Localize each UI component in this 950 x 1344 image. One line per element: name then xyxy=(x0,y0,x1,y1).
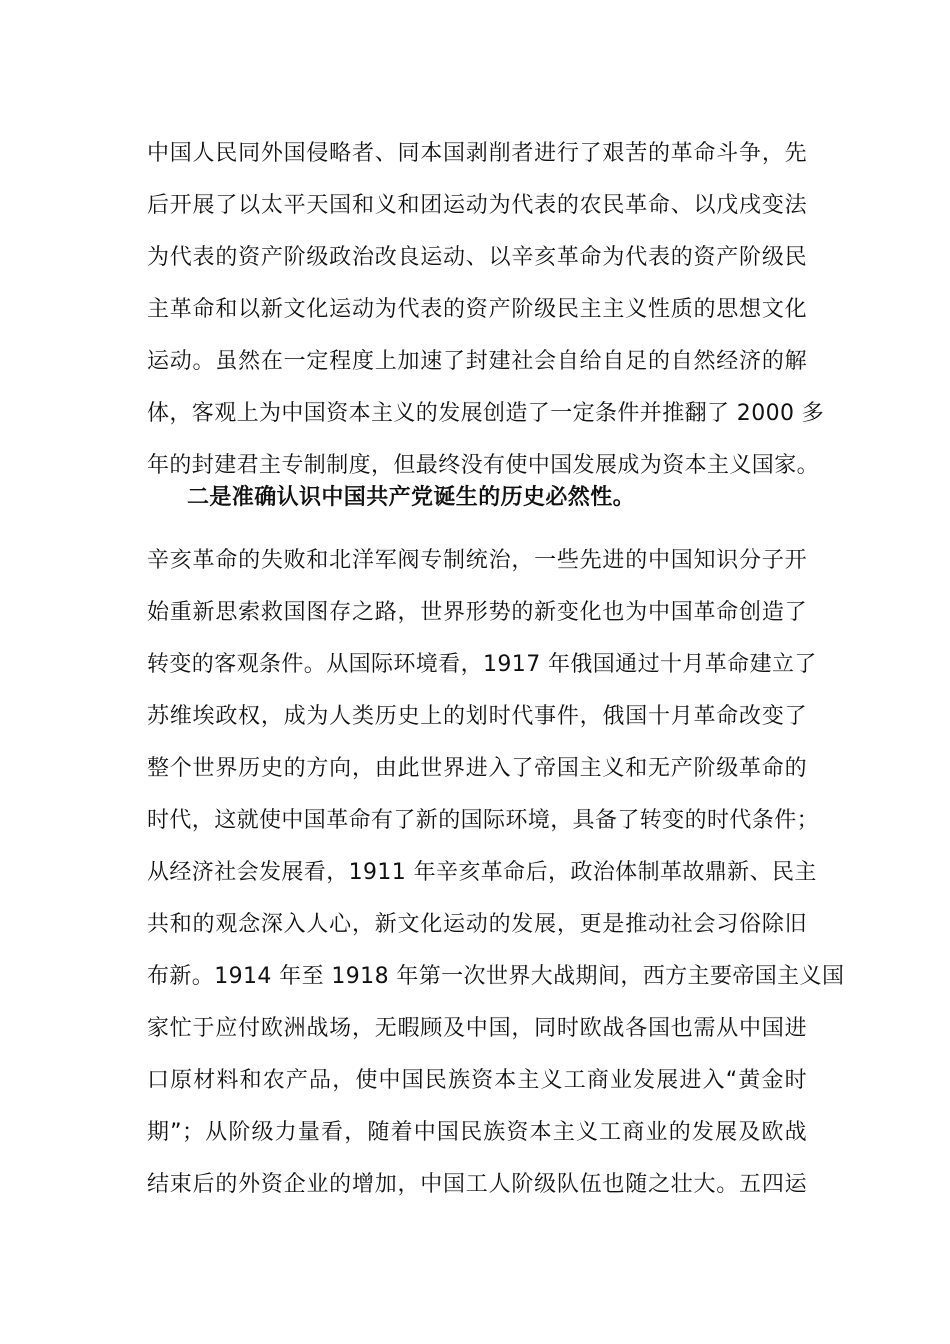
paragraph-line: 布新。1914 年至 1918 年第一次世界大战期间，西方主要帝国主义国 xyxy=(147,964,845,989)
paragraph-line: 辛亥革命的失败和北洋军阀专制统治，一些先进的中国知识分子开 xyxy=(147,548,807,573)
paragraph-line: 苏维埃政权，成为人类历史上的划时代事件，俄国十月革命改变了 xyxy=(147,704,807,729)
paragraph-line: 期”；从阶级力量看，随着中国民族资本主义工商业的发展及欧战 xyxy=(147,1120,807,1145)
section-heading: 二是准确认识中国共产党诞生的历史必然性。 xyxy=(187,485,636,510)
paragraph-line: 转变的客观条件。从国际环境看，1917 年俄国通过十月革命建立了 xyxy=(147,652,817,677)
paragraph-line: 体，客观上为中国资本主义的发展创造了一定条件并推翻了 2000 多 xyxy=(147,401,825,426)
paragraph-line: 年的封建君主专制制度，但最终没有使中国发展成为资本主义国家。 xyxy=(147,453,820,478)
paragraph-2 xyxy=(147,535,845,1211)
paragraph-line: 时代，这就使中国革命有了新的国际环境，具备了转变的时代条件； xyxy=(147,808,820,833)
paragraph-line: 共和的观念深入人心，新文化运动的发展，更是推动社会习俗除旧 xyxy=(147,912,807,937)
paragraph-line: 后开展了以太平天国和义和团运动为代表的农民革命、以戊戌变法 xyxy=(147,193,807,218)
paragraph-line: 结束后的外资企业的增加，中国工人阶级队伍也随之壮大。五四运 xyxy=(147,1172,807,1197)
paragraph-line: 运动。虽然在一定程度上加速了封建社会自给自足的自然经济的解 xyxy=(147,349,807,374)
paragraph-1 xyxy=(147,128,825,492)
paragraph-line: 口原材料和农产品，使中国民族资本主义工商业发展进入“黄金时 xyxy=(147,1068,807,1093)
paragraph-line: 家忙于应付欧洲战场，无暇顾及中国，同时欧战各国也需从中国进 xyxy=(147,1016,807,1041)
paragraph-line: 为代表的资产阶级政治改良运动、以辛亥革命为代表的资产阶级民 xyxy=(147,245,807,270)
paragraph-line: 主革命和以新文化运动为代表的资产阶级民主主义性质的思想文化 xyxy=(147,297,807,322)
paragraph-line: 始重新思索救国图存之路，世界形势的新变化也为中国革命创造了 xyxy=(147,600,807,625)
paragraph-line: 中国人民同外国侵略者、同本国剥削者进行了艰苦的革命斗争，先 xyxy=(147,141,807,166)
paragraph-line: 整个世界历史的方向，由此世界进入了帝国主义和无产阶级革命的 xyxy=(147,756,807,781)
paragraph-line: 从经济社会发展看，1911 年辛亥革命后，政治体制革故鼎新、民主 xyxy=(147,860,817,885)
